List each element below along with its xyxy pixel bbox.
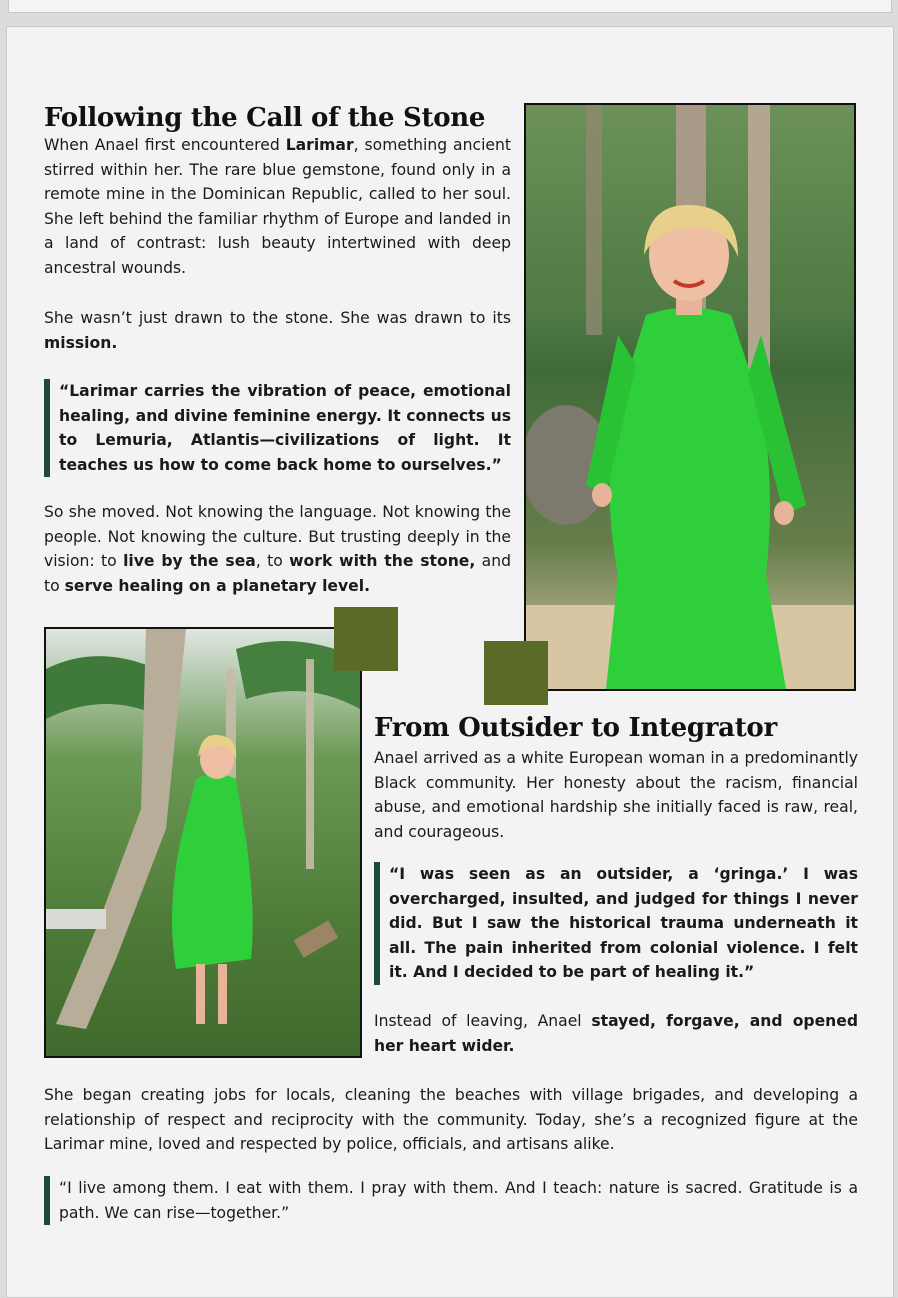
- decorative-square-upper: [334, 607, 398, 671]
- paragraph-encounter: When Anael first encountered Larimar, something ancient stirred within her. The rare blue gemstone, found only in a remote mine in the Dominican Republic, called to her soul. She left behind the familiar rhythm of Europe and landed in a land of contrast: lush beauty intertwined with deep ancestral wounds.: [44, 136, 511, 277]
- decorative-square-lower: [484, 641, 548, 705]
- photo-woman-by-palm: [44, 627, 362, 1058]
- quote-larimar: “Larimar carries the vibration of peace, emotional healing, and divine feminine energy. It connects us to Lemuria, Atlantis—civilizations of light. It teaches us how to come back home to ourselves.”: [44, 379, 511, 477]
- previous-page-edge: [8, 0, 892, 13]
- quote-live-among-them: “I live among them. I eat with them. I pray with them. And I teach: nature is sacred. Gratitude is a path. We can rise—together.”: [44, 1176, 858, 1225]
- beach-photo-illustration: [526, 105, 854, 689]
- section-heading-call-of-stone: Following the Call of the Stone: [44, 103, 486, 133]
- paragraph-moved: So she moved. Not knowing the language. Not knowing the people. Not knowing the culture. But trusting deeply in the vision: to live by the sea, to work with the stone, and to serve healing on a planetary level.: [44, 503, 512, 595]
- quote-gringa: “I was seen as an outsider, a ‘gringa.’ I was overcharged, insulted, and judged for things I never did. But I saw the historical trauma underneath it all. The pain inherited from colonial violence. I felt it. And I decided to be part of healing it.”: [374, 862, 858, 985]
- paragraph-stayed: Instead of leaving, Anael stayed, forgave, and opened her heart wider.: [374, 1012, 858, 1055]
- paragraph-community: She began creating jobs for locals, cleaning the beaches with village brigades, and developing a relationship of respect and reciprocity with the community. Today, she’s a recognized figure at the Larimar mine, loved and respected by police, officials, and artisans alike.: [44, 1086, 858, 1154]
- magazine-page: [6, 26, 894, 1298]
- section-heading-outsider-integrator: From Outsider to Integrator: [374, 713, 777, 743]
- photo-woman-on-beach: [524, 103, 856, 691]
- paragraph-mission: She wasn’t just drawn to the stone. She was drawn to its mission.: [44, 309, 511, 352]
- paragraph-arrived: Anael arrived as a white European woman in a predominantly Black community. Her honesty about the racism, financial abuse, and emotional hardship she initially faced is raw, real, and courageous.: [374, 749, 858, 841]
- palm-photo-illustration: [46, 629, 360, 1056]
